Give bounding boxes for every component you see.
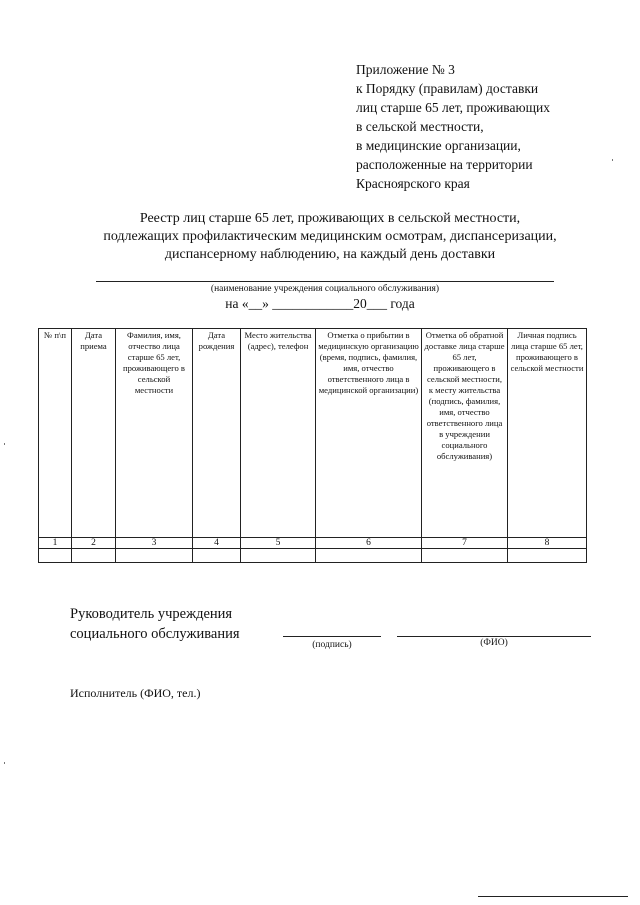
table-row (39, 549, 587, 563)
signature-caption: (подпись) (312, 640, 352, 650)
table-cell (508, 549, 587, 563)
appendix-line: расположенные на территории (356, 157, 533, 172)
header-cell-number: № п\п (39, 329, 72, 538)
column-number: 3 (116, 538, 193, 549)
signer-title (70, 604, 240, 644)
registry-table (38, 328, 587, 563)
column-number: 1 (39, 538, 72, 549)
signature-line (283, 636, 381, 637)
header-cell-address: Место жительства (адрес), телефон (241, 329, 316, 538)
full-name-caption: (ФИО) (480, 638, 508, 648)
appendix-line: лиц старше 65 лет, проживающих (356, 100, 550, 115)
appendix-line: к Порядку (правилам) доставки (356, 81, 539, 96)
organization-name-line (96, 281, 554, 282)
table-cell (241, 549, 316, 563)
header-cell-arrival-mark: Отметка о прибытии в медицинскую организацию (время, подпись, фамилия, имя, отчество ответственного лица в медицинской организации) (316, 329, 422, 538)
column-number: 2 (72, 538, 116, 549)
title-line: подлежащих профилактическим медицинским осмотрам, диспансеризации, (103, 229, 557, 244)
header-cell-full-name: Фамилия, имя, отчество лица старше 65 лет, проживающего в сельской местности (116, 329, 193, 538)
column-number: 6 (316, 538, 422, 549)
date-line: на «__» ____________20___ года (225, 296, 415, 311)
footer-line (478, 896, 628, 897)
table-header-row (39, 329, 587, 538)
scan-speck (4, 762, 5, 764)
signer-title-line: Руководитель учреждения (70, 606, 233, 622)
table-cell (193, 549, 241, 563)
header-cell-birth-date: Дата рождения (193, 329, 241, 538)
column-number: 7 (422, 538, 508, 549)
scan-speck (4, 443, 5, 445)
header-cell-return-mark: Отметка об обратной доставке лица старше 65 лет, проживающего в сельской местности, к месту жительства (подпись, фамилия, имя, отчество ответственного лица в учреждении социального обслуживания) (422, 329, 508, 538)
column-number: 5 (241, 538, 316, 549)
appendix-line: в сельской местности, (356, 119, 484, 134)
table-cell (39, 549, 72, 563)
column-number: 8 (508, 538, 587, 549)
table-cell (116, 549, 193, 563)
table-cell (72, 549, 116, 563)
title-line: Реестр лиц старше 65 лет, проживающих в сельской местности, (139, 211, 521, 226)
executor-label: Исполнитель (ФИО, тел.) (70, 686, 201, 700)
header-cell-signature: Личная подпись лица старше 65 лет, проживающего в сельской местности (508, 329, 587, 538)
appendix-line: Приложение № 3 (356, 62, 455, 77)
column-number: 4 (193, 538, 241, 549)
appendix-line: в медицинские организации, (356, 138, 521, 153)
header-cell-date-received: Дата приема (72, 329, 116, 538)
appendix-block (356, 60, 626, 193)
appendix-line: Красноярского края (356, 176, 470, 191)
organization-caption: (наименование учреждения социального обслуживания) (210, 284, 440, 294)
table-cell (422, 549, 508, 563)
table-number-row (39, 538, 587, 549)
document-title (40, 210, 620, 264)
signer-title-line: социального обслуживания (70, 626, 240, 642)
table-cell (316, 549, 422, 563)
scan-speck (612, 159, 613, 161)
title-line: диспансерному наблюдению, на каждый день доставки (164, 247, 496, 262)
full-name-line (397, 636, 591, 637)
